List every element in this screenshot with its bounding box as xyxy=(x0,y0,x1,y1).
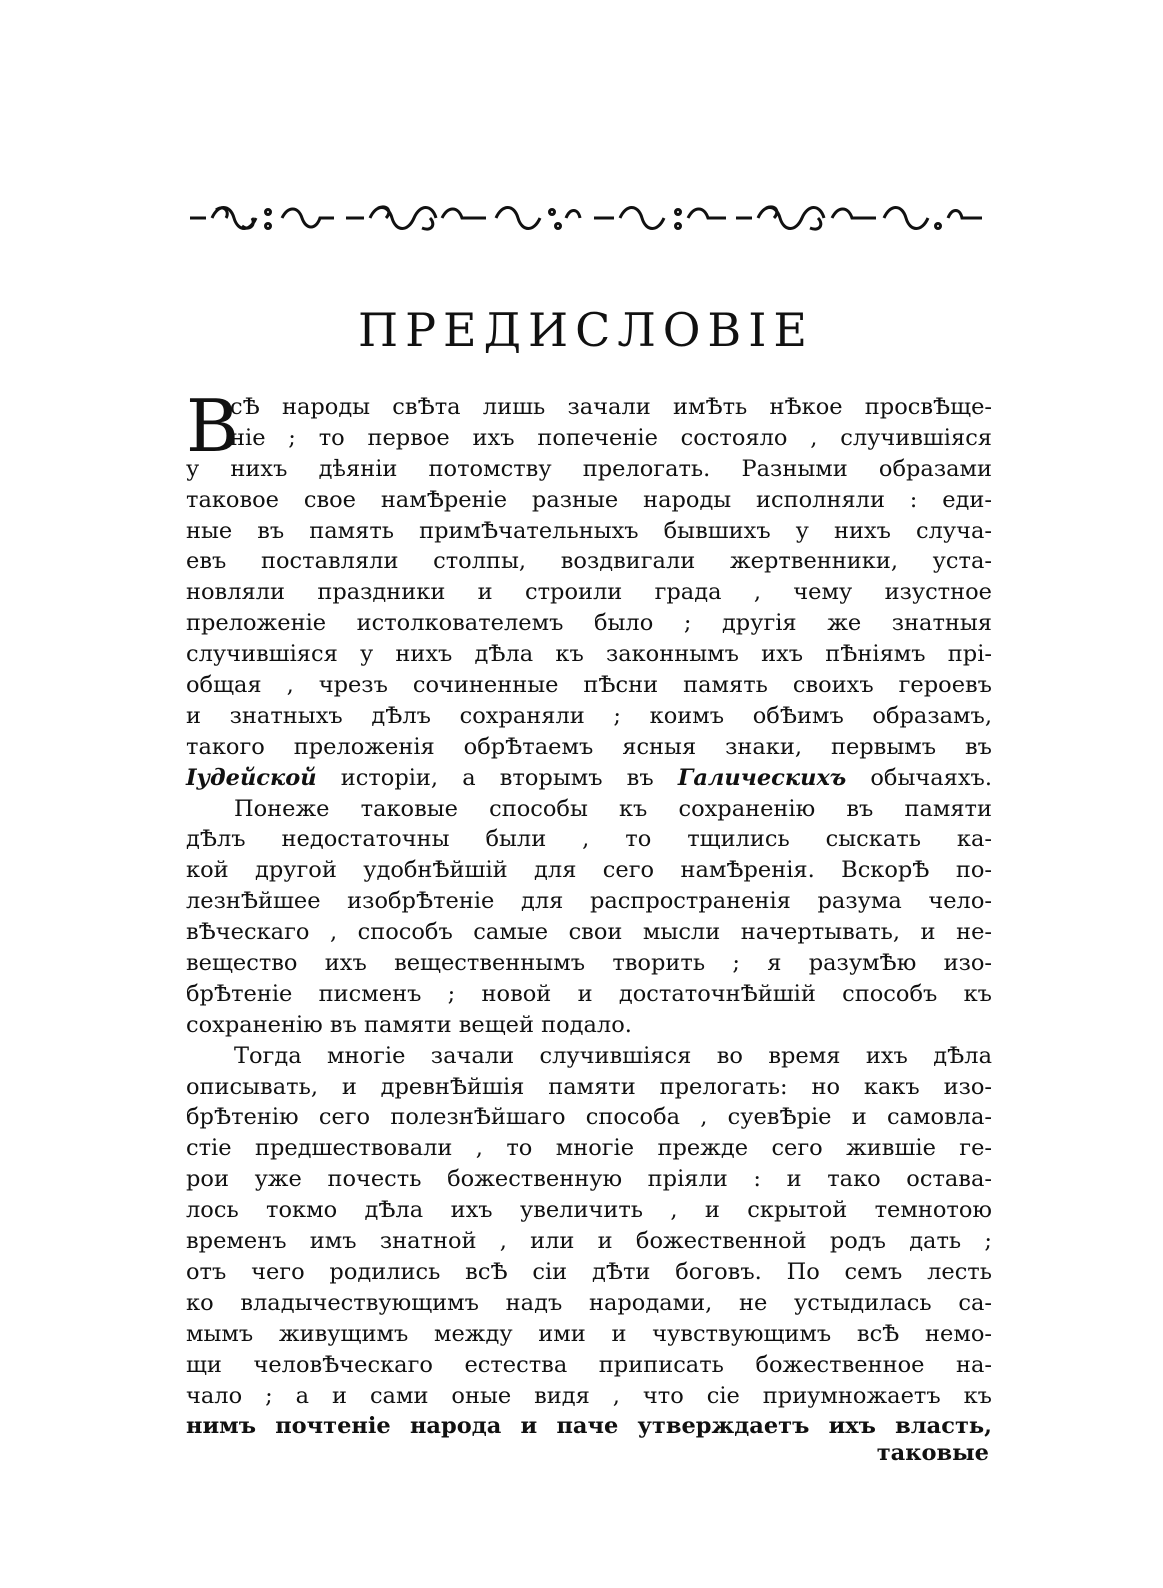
text-line: Тогда многіе зачали случившіяся во время ихъ дѢла xyxy=(234,1042,992,1069)
text-fragment: обычаяхъ. xyxy=(846,764,992,791)
text-line: описывать, и древнѢйшія памяти прелогать: но какъ изо- xyxy=(186,1073,992,1100)
text-line: ніе ; то первое ихъ попеченіе состояло , случившіяся xyxy=(230,424,992,451)
text-line: вещество ихъ вещественнымъ творить ; я разумѢю изо- xyxy=(186,950,992,977)
text-line: лось токмо дѢла ихъ увеличить , и скрытой темнотою xyxy=(186,1197,992,1224)
text-line: нимъ почтеніе народа и паче утверждаетъ ихъ власть, xyxy=(186,1413,992,1440)
text-line: евъ поставляли столпы, воздвигали жертвенники, уста- xyxy=(186,548,992,575)
text-line: ные въ память примѢчательныхъ бывшихъ у нихъ случа- xyxy=(186,517,992,544)
text-line: сохраненію въ памяти вещей подало. xyxy=(186,1011,632,1038)
text-line: таковое свое намѢреніе разные народы исполняли : еди- xyxy=(186,486,992,513)
text-line: кой другой удобнѢйшій для сего намѢренія. ВскорѢ по- xyxy=(186,857,992,884)
text-line: стіе предшествовали , то многіе прежде сего жившіе ге- xyxy=(186,1135,992,1162)
text-line: чало ; а и сами оные видя , что сіе приумножаетъ къ xyxy=(186,1382,992,1409)
text-line: щи человѢческаго естества приписать божественное на- xyxy=(186,1351,992,1378)
catchword: таковые xyxy=(876,1440,989,1466)
text-line: преложеніе истолкователемъ было ; другія же знатныя xyxy=(186,610,992,637)
drop-cap: В xyxy=(186,384,239,468)
italic-term: Галическихъ xyxy=(677,764,847,791)
text-line: общая , чрезъ сочиненные пѢсни память своихъ героевъ xyxy=(186,672,992,699)
preface-body xyxy=(186,384,992,1442)
text-line: вѢческаго , способъ самые свои мысли начертывать, и не- xyxy=(186,919,992,946)
italic-term: Іудейской xyxy=(186,764,317,791)
text-line: ко владычествующимъ надъ народами, не устыдилась са- xyxy=(186,1289,992,1316)
text-line: рои уже почесть божественную пріяли : и тако остава- xyxy=(186,1166,992,1193)
text-line: и знатныхъ дѢлъ сохраняли ; коимъ обѢимъ образамъ, xyxy=(186,702,992,729)
page-title: ПРЕДИСЛОВІЕ xyxy=(357,303,814,357)
text-line: отъ чего родились всѢ сіи дѢти боговъ. По семъ лесть xyxy=(186,1258,992,1285)
text-fragment: исторіи, а вторымъ въ xyxy=(316,764,678,791)
text-line: мымъ живущимъ между ими и чувствующимъ всѢ немо- xyxy=(186,1320,992,1347)
text-line: дѢлъ недостаточны были , то тщились сыскать ка- xyxy=(186,826,992,853)
text-line: временъ имъ знатной , или и божественной родъ дать ; xyxy=(186,1228,992,1255)
text-line: брѢтеніе писменъ ; новой и достаточнѢйшій способъ къ xyxy=(186,980,992,1007)
text-line: cѢ народы свѢта лишь зачали имѢть нѢкое просвѢще- xyxy=(230,394,992,420)
text-line: у нихъ дѣяніи потомству прелогать. Разными образами xyxy=(186,455,992,482)
text-line: новляли праздники и строили града , чему изустное xyxy=(186,579,992,606)
text-line: случившіяся у нихъ дѢла къ законнымъ ихъ пѢніямъ прі- xyxy=(186,641,992,668)
text-line-with-italics xyxy=(186,763,992,794)
text-line: Понеже таковые способы къ сохраненію въ памяти xyxy=(234,795,992,822)
ornament-icon xyxy=(186,196,986,240)
text-line: такого преложенія обрѢтаемъ ясныя знаки, первымъ въ xyxy=(186,733,992,760)
text-line: брѢтенію сего полезнѢйшаго способа , суевѢріе и самовла- xyxy=(186,1104,992,1131)
text-line: лезнѢйшее изобрѢтеніе для распространенія разума чело- xyxy=(186,888,992,915)
